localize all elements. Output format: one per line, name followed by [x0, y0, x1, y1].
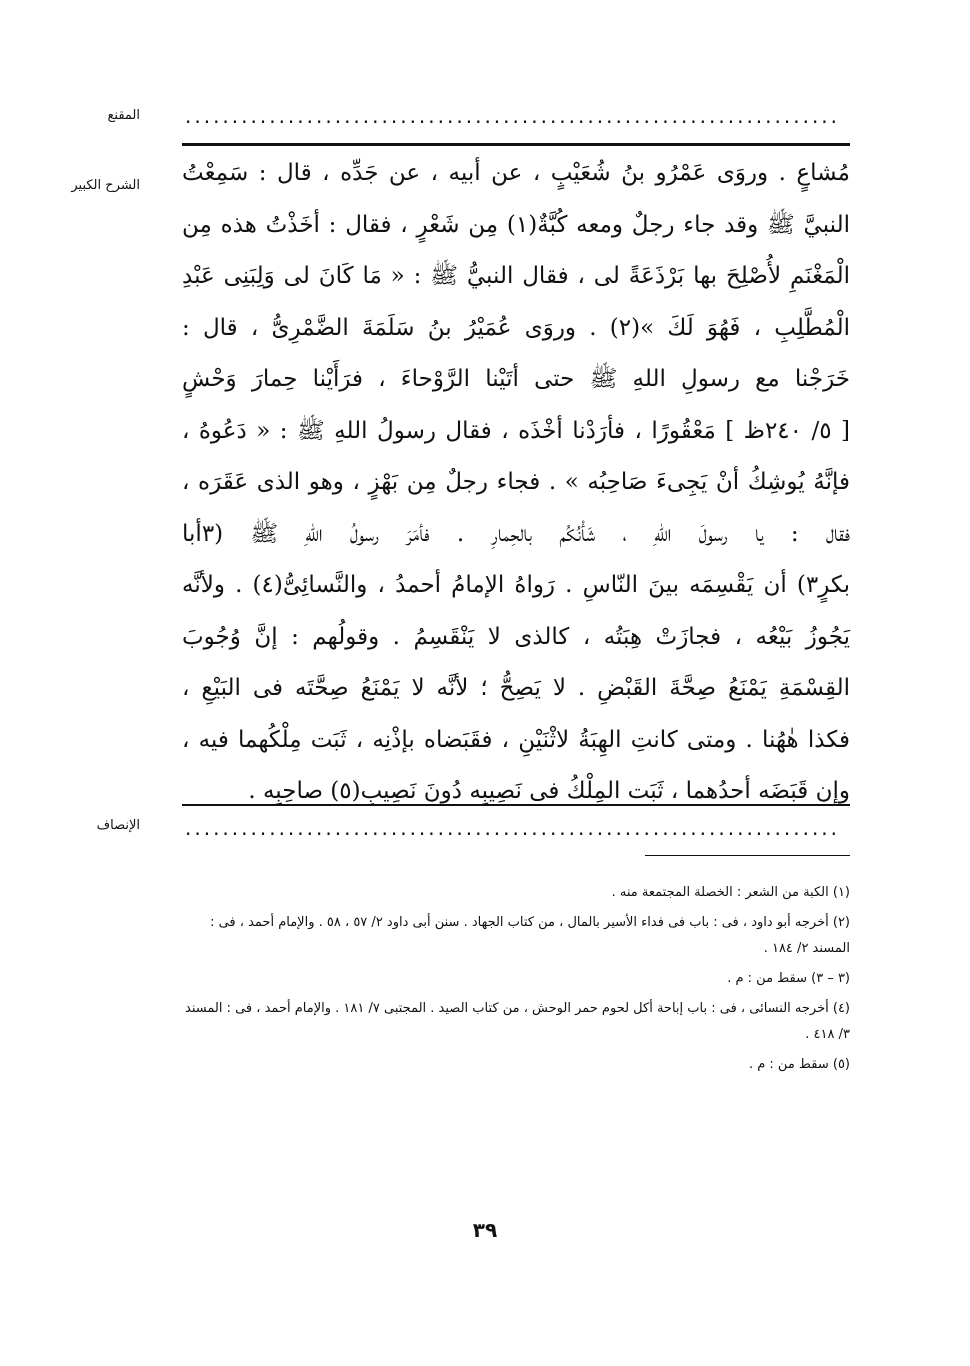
- footnote-4: (٤) أخرجه النسائى ، فى : باب إباحة أكل لحوم حمر الوحش ، من كتاب الصيد . المجتبى ٧/ ١٨١ . والإمام أحمد ، فى : المسند ٣/ ٤١٨ .: [185, 1001, 850, 1042]
- insaf-dotted-line: ......................................................................: [185, 818, 841, 838]
- text-line: وإن قَبَضَه أحدُهما ، ثَبَت المِلْكُ فى نَصِيبِه دُونَ نَصِيبِ(٥) صاحِبِه .: [248, 778, 850, 804]
- footnote-3: (٣ – ٣) سقط من : م .: [727, 971, 850, 986]
- text-line: فقال : يا رسولَ اللهِ ، شَأْنُكُم بالحِمارِ . فأمَرَ رسولُ اللهِ ﷺ (٣أبا: [182, 520, 850, 547]
- text-line: النبيَّ ﷺ وقد جاء رجلٌ ومعه كُبَّةٌ(١) مِن شَعْرٍ ، فقال : أخَذْتُ هذه مِن: [182, 211, 851, 238]
- footnote-5: (٥) سقط من : م .: [748, 1057, 850, 1072]
- footnotes: [185, 880, 850, 1082]
- text-line: فإنَّهُ يُوشِكُ أنْ يَجِىءَ صَاحِبُه » . فجاء رجلٌ مِن بَهْزٍ ، وهو الذى عَقَرَه ،: [182, 469, 850, 495]
- text-line: الْمُطَّلِبِ ، فَهُوَ لَكَ »(٢) . وروَى عُمَيْرُ بنُ سَلَمَةَ الضَّمْرِىُّ ، قال :: [182, 314, 851, 341]
- footnote-1: (١) الكبة من الشعر : الخصلة المجتمعة منه .: [611, 885, 850, 900]
- text-line: يَجُوزُ بَيْعُه ، فجازَتْ هِبَتُه ، كالذى لا يَنْقَسِمُ . وقولُهم : إنَّ وُجُوبَ: [182, 623, 850, 650]
- section-rule: [182, 804, 850, 806]
- text-line: مُشاعٍ . وروَى عَمْرُو بنُ شُعَيْبٍ ، عن أبيه ، عن جَدِّه ، قال : سَمِعْتُ: [182, 160, 850, 186]
- footnote-rule: [645, 855, 850, 856]
- section-label-insaf: الإنصاف: [96, 818, 140, 833]
- text-line: بكرٍ٣) أن يَقْسِمَه بينَ النّاسِ . رَواهُ الإمامُ أحمدُ ، والنَّسائِىُّ(٤) . ولأنَّه: [182, 572, 850, 598]
- footnote-2: (٢) أخرجه أبو داود ، فى : باب فى فداء الأسير بالمال ، من كتاب الجهاد . سنن أبى داود ٢/ ٥٧ ، ٥٨ . والإمام أحمد ، فى : المسند ٢/ ١٨٤ .: [210, 915, 850, 956]
- text-line: فكذا هٰهُنا . ومتى كانتِ الهِبَةُ لاثْنَيْنِ ، فقَبَضاه بإذْنِه ، ثَبَت مِلْكُهما فيه ،: [182, 726, 850, 753]
- section-label-sharh: الشرح الكبير: [71, 178, 140, 193]
- text-line: خَرَجْنا مع رسولِ اللهِ ﷺ حتى أتَيْنا الرَّوْحاءَ ، فرَأَيْنا حِمارَ وَحْشٍ: [182, 366, 850, 392]
- text-line: [ ٥/ ٢٤٠ظ ] مَعْقُورًا ، فأرَدْنا أخْذَه ، فقال رسولُ اللهِ ﷺ : « دَعُوهُ ،: [182, 417, 850, 444]
- header-dotted-line: ......................................................................: [185, 106, 841, 126]
- main-text-block: [182, 148, 850, 818]
- book-label: المقنع: [107, 108, 140, 123]
- page-number: ٣٩: [472, 1218, 498, 1242]
- header-rule: [182, 143, 850, 146]
- text-line: الْمَغْنَمِ لأُصْلِحَ بها بَرْذَعَةً لى ، فقال النبيُّ ﷺ : « مَا كَانَ لى وَلِبَنِى عَبْدِ: [182, 263, 850, 289]
- text-line: القِسْمَةِ يَمْنَعُ صِحَّةَ القَبْضِ . لا يَصِحُّ ؛ لأنَّه لا يَمْنَعُ صِحَّتَه فى البَيْعِ ،: [182, 675, 850, 701]
